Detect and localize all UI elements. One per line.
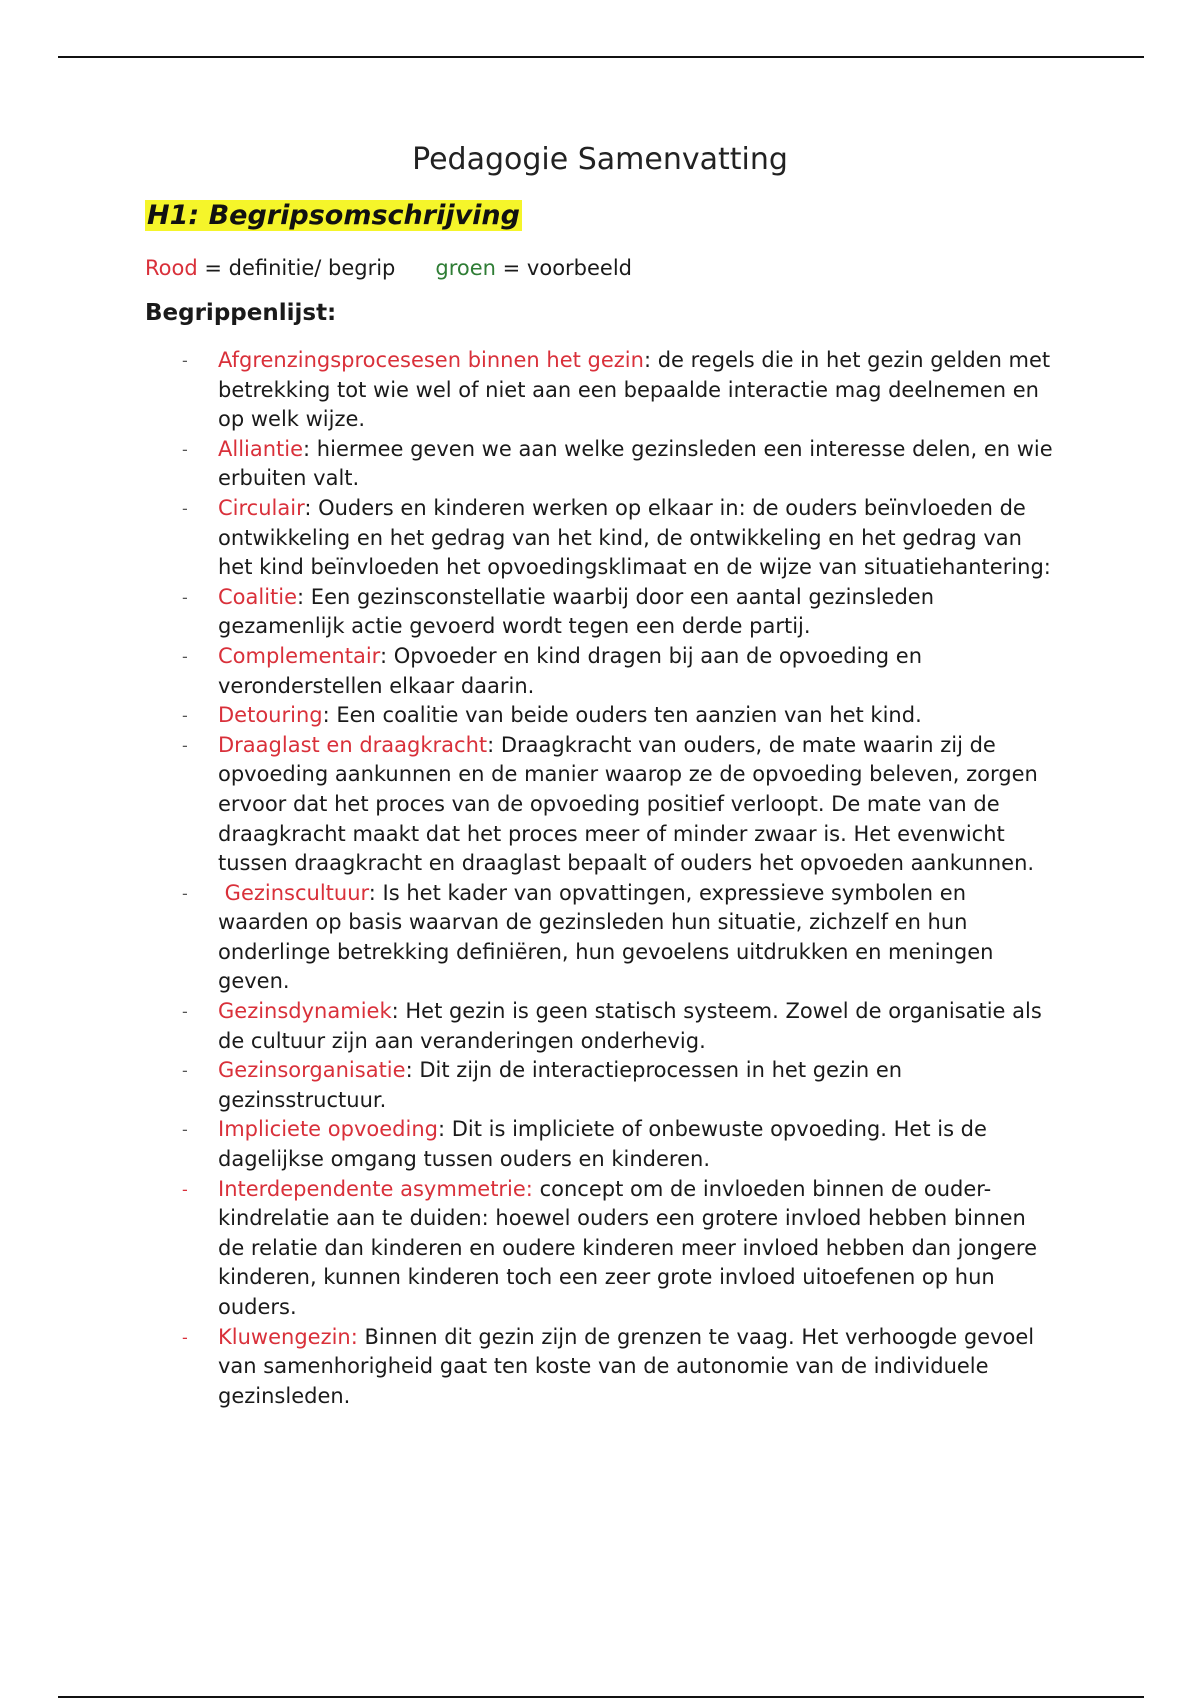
term-list: [182, 346, 1058, 1411]
term-name: Alliantie: [218, 436, 304, 461]
list-item: [182, 583, 1058, 642]
term-definition: Binnen dit gezin zijn de grenzen te vaag. Het verhoogde gevoel van samenhorigheid gaat ten koste van de autonomie van de individuele gezinsleden.: [218, 1324, 1035, 1408]
term-name: Draaglast en draagkracht: [218, 732, 488, 757]
term-name: Detouring: [218, 703, 323, 728]
list-item: [182, 997, 1058, 1056]
term-name: Impliciete opvoeding: [218, 1117, 438, 1142]
term-name: Gezinscultuur: [218, 880, 369, 905]
term-definition: : Opvoeder en kind dragen bij aan de opvoeding en veronderstellen elkaar daarin.: [218, 643, 923, 698]
list-dash: -: [182, 883, 188, 903]
list-dash: -: [182, 439, 188, 459]
term-definition: : Het gezin is geen statisch systeem. Zowel de organisatie als de cultuur zijn aan veranderingen onderhevig.: [218, 999, 1042, 1053]
term-name: Gezinsdynamiek: [218, 999, 392, 1024]
term-definition: : hiermee geven we aan welke gezinsleden een interesse delen, en wie erbuiten valt.: [218, 436, 1053, 491]
list-item: [182, 1323, 1058, 1412]
term-name: Interdependente asymmetrie:: [218, 1176, 533, 1201]
term-name: Coalitie: [218, 584, 298, 609]
term-definition: : Ouders en kinderen werken op elkaar in: de ouders beïnvloeden de ontwikkeling en het gedrag van het kind, de ontwikkeling en het gedrag van het kind beïnvloeden het opvoedingsklimaat en de wijze van situatiehantering:: [218, 495, 1051, 580]
term-name: Gezinsorganisatie: [218, 1058, 406, 1083]
term-name: Complementair: [218, 643, 380, 668]
list-dash: -: [182, 351, 188, 370]
term-name: Afgrenzingsprocesesen binnen het gezin: [218, 348, 644, 372]
chapter-heading: H1: Begripsomschrijving: [147, 200, 520, 231]
list-dash: -: [182, 646, 188, 666]
list-dash: -: [182, 1061, 188, 1081]
list-dash: -: [182, 498, 188, 518]
list-item: [182, 701, 1058, 731]
term-definition: : Draagkracht van ouders, de mate waarin zij de opvoeding aankunnen en de manier waarop ze de opvoeding beleven, zorgen ervoor dat het proces van de opvoeding positief verloopt. De mate van de draagkracht maakt dat het proces meer of minder zwaar is. Het evenwicht tussen draagkracht en draaglast bepaalt of ouders het opvoeden aankunnen.: [218, 732, 1038, 876]
color-legend: [145, 256, 632, 280]
term-definition: : Is het kader van opvattingen, expressieve symbolen en waarden op basis waarvan de gezinsleden hun situatie, zichzelf en hun onderlinge betrekking definiëren, hun gevoelens uitdrukken en meningen geven.: [218, 880, 994, 994]
list-item: [182, 435, 1058, 494]
list-dash: -: [182, 1002, 188, 1022]
term-definition: : Een coalitie van beide ouders ten aanzien van het kind.: [322, 703, 922, 728]
term-definition: : Een gezinsconstellatie waarbij door een aantal gezinsleden gezamenlijk actie gevoerd wordt tegen een derde partij.: [218, 584, 935, 639]
list-item: [182, 731, 1058, 879]
list-item: [182, 1056, 1058, 1115]
term-definition: : Dit is impliciete of onbewuste opvoeding. Het is de dagelijkse omgang tussen ouders en kinderen.: [218, 1117, 987, 1172]
list-item: [182, 879, 1058, 997]
list-dash: -: [182, 587, 188, 607]
list-dash: -: [182, 1327, 188, 1347]
list-item: [182, 642, 1058, 701]
header-rule: [58, 56, 1144, 58]
list-dash: -: [182, 706, 188, 726]
list-item: [182, 346, 1058, 435]
term-definition: concept om de invloeden binnen de ouder-kindrelatie aan te duiden: hoewel ouders een grotere invloed hebben binnen de relatie dan kinderen en oudere kinderen meer invloed hebben dan jongere kinderen, kunnen kinderen toch een zeer grote invloed uitoefenen op hun ouders.: [218, 1176, 1038, 1319]
legend-red-label: Rood: [145, 256, 198, 280]
legend-green-label: groen: [435, 256, 496, 280]
page-title: Pedagogie Samenvatting: [412, 142, 788, 177]
term-definition: : de regels die in het gezin gelden met betrekking tot wie wel of niet aan een bepaalde interactie mag deelnemen en op welk wijze.: [218, 348, 1051, 432]
term-name: Circulair: [218, 495, 305, 520]
term-list-heading: Begrippenlijst:: [145, 300, 337, 326]
list-dash: -: [182, 735, 188, 755]
list-item: [182, 1115, 1058, 1174]
list-item: [182, 1175, 1058, 1323]
footer-rule: [58, 1696, 1144, 1698]
list-dash: -: [182, 1120, 188, 1140]
list-item: [182, 494, 1058, 583]
legend-green-meaning: = voorbeeld: [495, 256, 633, 280]
legend-red-meaning: = definitie/ begrip: [197, 256, 396, 280]
list-dash: -: [182, 1179, 188, 1199]
term-definition: : Dit zijn de interactieprocessen in het gezin en gezinsstructuur.: [218, 1058, 903, 1112]
term-name: Kluwengezin:: [218, 1324, 358, 1349]
